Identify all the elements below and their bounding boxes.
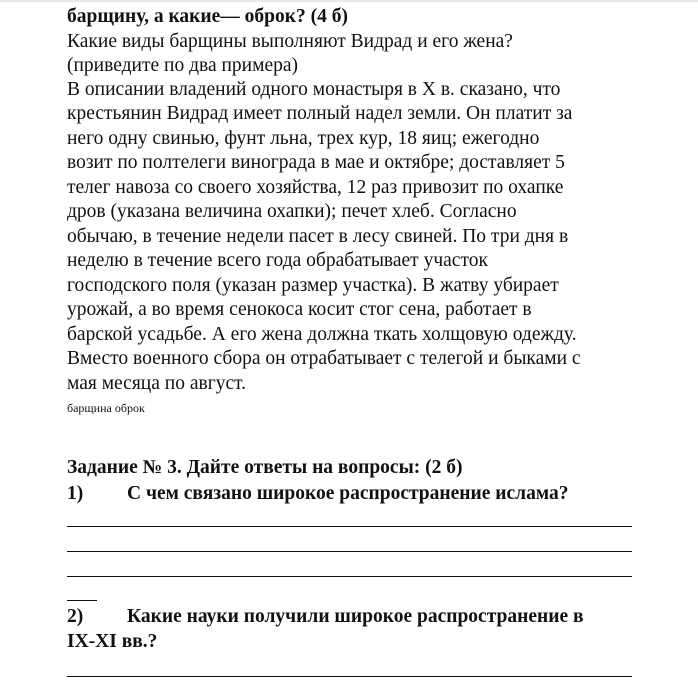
answer-line-3 [67,576,632,577]
paragraph-line: него одну свинью, фунт льна, трех кур, 18 яиц; ежегодно [67,128,540,149]
question-2-text: Какие науки получили широкое распространение в [127,606,584,627]
question-1-text: С чем связано широкое распространение ислама? [127,483,569,504]
paragraph-line: неделю в течение всего года обрабатывает участок [67,250,488,271]
paragraph-line: урожай, а во время сенокоса косит стог сена, работает в [67,299,532,320]
answer-line-4 [67,676,632,677]
paragraph-line: возит по полтелеги винограда в мае и октябре; доставляет 5 [67,152,565,173]
small-note: барщина оброк [67,401,145,415]
answer-line-1 [67,526,632,527]
cut-off-heading: барщину, а какие— оброк? (4 б) [67,6,348,27]
question-2 [67,605,584,629]
answer-line-short [67,600,97,601]
paragraph-line: дров (указана величина охапки); печет хлеб. Согласно [67,201,517,222]
paragraph-line: барской усадьбе. А его жена должна ткать холщовую одежду. [67,324,577,345]
answer-line-2 [67,551,632,552]
paragraph-line: телег навоза со своего хозяйства, 12 раз привозит по охапке [67,177,564,198]
question-2-continuation: IX-XI вв.? [67,631,158,652]
paragraph-line: мая месяца по август. [67,373,247,394]
paragraph-line: В описании владений одного монастыря в X в. сказано, что [67,79,561,100]
paragraph-line: Вместо военного сбора он отрабатывает с телегой и быками с [67,348,581,369]
paragraph-line: крестьянин Видрад имеет полный надел земли. Он платит за [67,103,573,124]
question-2-number: 2) [67,606,84,627]
task-question-line-2: (приведите по два примера) [67,55,298,76]
top-edge-shadow [0,0,698,2]
task3-title: Задание № 3. Дайте ответы на вопросы: (2 б) [67,457,463,478]
question-1-number: 1) [67,483,84,504]
task-question-line-1: Какие виды барщины выполняют Видрад и его жена? [67,31,513,52]
paragraph-line: обычаю, в течение недели пасет в лесу свиней. По три дня в [67,226,569,247]
paragraph-line: господского поля (указан размер участка). В жатву убирает [67,275,559,296]
question-1 [67,482,569,506]
